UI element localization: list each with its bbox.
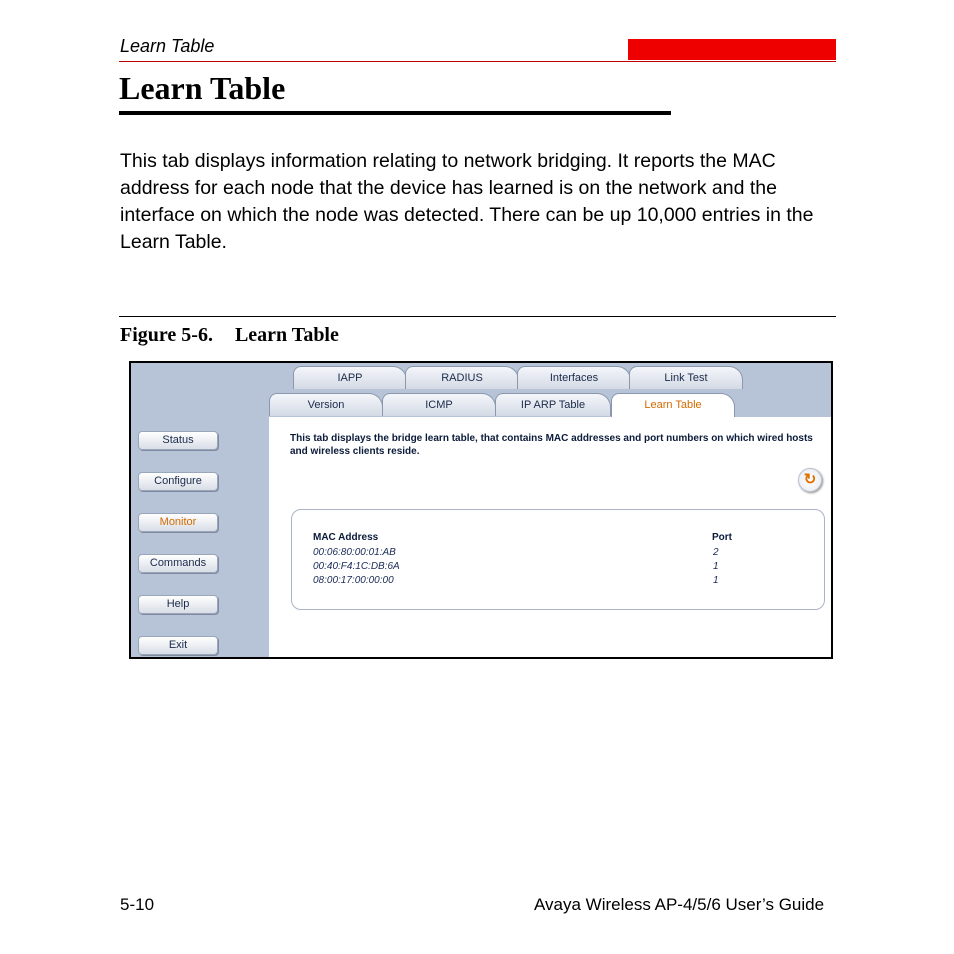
port-cell: 1: [713, 575, 719, 586]
tab-description: This tab displays the bridge learn table, that contains MAC addresses and port numbers on which wired hosts and wireless clients reside.: [290, 433, 813, 457]
sidebar: [131, 363, 269, 657]
port-cell: 2: [713, 547, 719, 558]
mac-address-header: MAC Address: [313, 532, 379, 543]
figure-caption: [120, 324, 339, 347]
port-cell: 1: [713, 561, 719, 572]
mac-cell: 08:00:17:00:00:00: [313, 575, 394, 586]
content-area: [269, 417, 831, 657]
help-button[interactable]: Help: [138, 595, 218, 614]
mac-cell: 00:06:80:00:01:AB: [313, 547, 396, 558]
guide-title: Avaya Wireless AP-4/5/6 User’s Guide: [534, 895, 825, 914]
mac-cell: 00:40:F4:1C:DB:6A: [313, 561, 400, 572]
configure-button[interactable]: Configure: [138, 472, 218, 491]
title-rule: [119, 111, 671, 115]
tab-ip-arp-table[interactable]: IP ARP Table: [495, 393, 611, 416]
body-paragraph: [120, 148, 840, 256]
screenshot-frame: [129, 361, 833, 659]
figure-rule: [119, 316, 836, 317]
page-title: Learn Table: [119, 70, 286, 106]
header-red-bar: [628, 39, 836, 60]
body-text: This tab displays information relating to network bridging. It reports the MAC address for each node that the device has learned is on the network and the interface on which the node was detected. There can be up 10,000 entries in the Learn Table.: [120, 150, 814, 253]
tab-radius[interactable]: RADIUS: [405, 366, 519, 389]
header-rule: [119, 61, 836, 62]
figure-title: Learn Table: [234, 324, 339, 346]
tab-icmp[interactable]: ICMP: [382, 393, 496, 416]
tab-link-test[interactable]: Link Test: [629, 366, 743, 389]
status-button[interactable]: Status: [138, 431, 218, 450]
tab-interfaces[interactable]: Interfaces: [517, 366, 631, 389]
tab-version[interactable]: Version: [269, 393, 383, 416]
learn-table-panel: [291, 509, 825, 610]
commands-button[interactable]: Commands: [138, 554, 218, 573]
running-head: Learn Table: [120, 36, 215, 56]
tab-learn-table[interactable]: Learn Table: [611, 393, 735, 418]
exit-button[interactable]: Exit: [138, 636, 218, 655]
port-header: Port: [712, 532, 732, 543]
tab-strip: [269, 363, 831, 417]
monitor-button[interactable]: Monitor: [138, 513, 218, 532]
refresh-icon[interactable]: ↻: [798, 468, 822, 492]
page-number: 5-10: [120, 895, 155, 914]
figure-label: Figure 5-6.: [120, 324, 213, 346]
tab-iapp[interactable]: IAPP: [293, 366, 407, 389]
